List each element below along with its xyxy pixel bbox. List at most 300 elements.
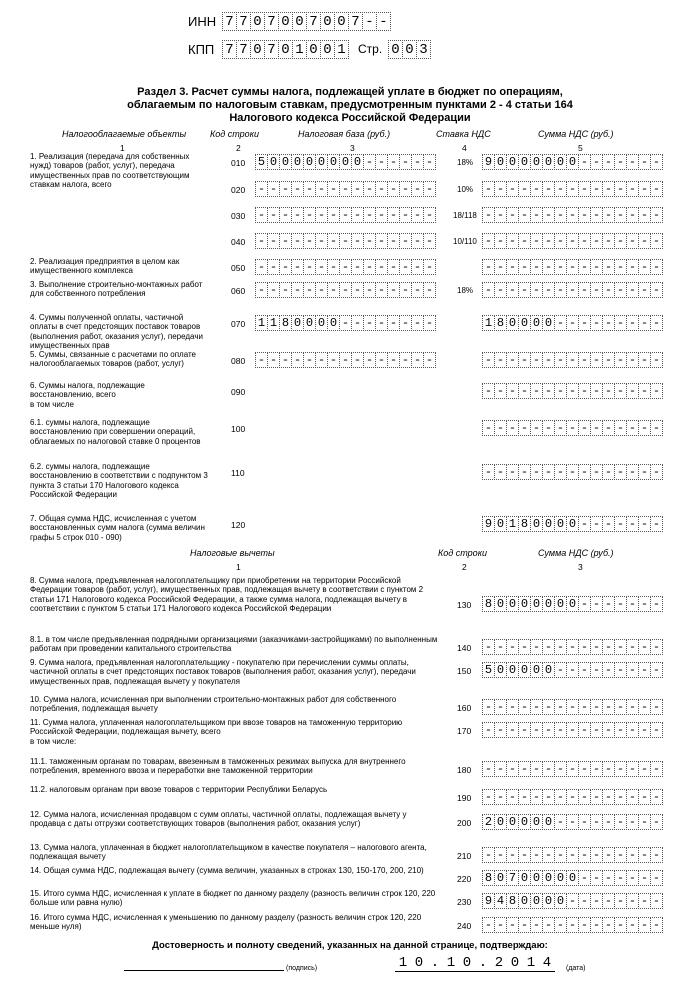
vat-amount-cell[interactable]: 0 [518, 870, 531, 886]
vat-amount-cell[interactable]: - [626, 282, 639, 298]
tax-base-cell[interactable]: - [255, 352, 268, 368]
vat-amount-cell[interactable]: - [626, 420, 639, 436]
tax-base-cell[interactable]: - [291, 259, 304, 275]
tax-base-cell[interactable]: - [339, 282, 352, 298]
vat-amount-cell[interactable]: - [482, 699, 495, 715]
vat-amount-cell[interactable]: - [518, 917, 531, 933]
tax-base-cell[interactable]: - [411, 181, 424, 197]
vat-amount-cell[interactable]: - [578, 282, 591, 298]
vat-amount-cell[interactable]: 0 [506, 154, 519, 170]
vat-amount-cell[interactable]: - [506, 464, 519, 480]
vat-amount-cell[interactable]: - [626, 789, 639, 805]
vat-amount-cell[interactable]: - [482, 639, 495, 655]
vat-amount-cell[interactable]: - [578, 383, 591, 399]
vat-amount-cell[interactable]: 0 [530, 893, 543, 909]
vat-amount-cell[interactable]: - [590, 917, 603, 933]
vat-amount-cell[interactable]: - [542, 722, 555, 738]
vat-amount-cell[interactable]: - [566, 639, 579, 655]
vat-amount-cell[interactable]: - [518, 847, 531, 863]
vat-amount-cell[interactable]: - [566, 282, 579, 298]
vat-amount-cell[interactable]: - [638, 516, 651, 532]
vat-amount-cell[interactable]: - [578, 639, 591, 655]
tax-base-cell[interactable]: - [327, 207, 340, 223]
inn-field[interactable] [222, 12, 391, 31]
vat-amount-cell[interactable]: 0 [518, 596, 531, 612]
vat-amount-cell[interactable]: - [506, 789, 519, 805]
tax-base-cell[interactable]: - [315, 259, 328, 275]
vat-amount-cell[interactable]: - [494, 464, 507, 480]
vat-amount-cell[interactable]: - [578, 722, 591, 738]
vat-amount-cell[interactable]: - [494, 789, 507, 805]
vat-amount-cell[interactable]: - [566, 207, 579, 223]
vat-amount-cell[interactable]: - [554, 207, 567, 223]
vat-amount-cell[interactable]: - [590, 282, 603, 298]
tax-base-cell[interactable]: - [315, 352, 328, 368]
vat-amount-field[interactable] [482, 259, 663, 275]
tax-base-cell[interactable]: - [411, 233, 424, 249]
tax-base-cell[interactable]: - [327, 233, 340, 249]
tax-base-cell[interactable]: - [279, 282, 292, 298]
vat-amount-cell[interactable]: - [506, 761, 519, 777]
vat-amount-field[interactable] [482, 516, 663, 532]
vat-amount-cell[interactable]: - [602, 789, 615, 805]
vat-amount-cell[interactable]: 5 [482, 662, 495, 678]
vat-amount-field[interactable] [482, 233, 663, 249]
vat-amount-cell[interactable]: - [542, 233, 555, 249]
tax-base-cell[interactable]: - [399, 315, 412, 331]
vat-amount-cell[interactable]: - [638, 761, 651, 777]
vat-amount-cell[interactable]: - [578, 761, 591, 777]
vat-amount-field[interactable] [482, 662, 663, 678]
vat-amount-cell[interactable]: - [494, 761, 507, 777]
tax-base-cell[interactable]: - [363, 233, 376, 249]
vat-amount-cell[interactable]: - [626, 352, 639, 368]
tax-base-cell[interactable]: 8 [279, 315, 292, 331]
vat-amount-cell[interactable]: - [566, 699, 579, 715]
vat-amount-cell[interactable]: - [482, 282, 495, 298]
vat-amount-field[interactable] [482, 596, 663, 612]
input-cell[interactable]: 0 [334, 12, 349, 31]
vat-amount-cell[interactable]: 0 [530, 814, 543, 830]
vat-amount-cell[interactable]: - [650, 639, 663, 655]
vat-amount-cell[interactable]: - [578, 420, 591, 436]
tax-base-cell[interactable]: - [363, 181, 376, 197]
vat-amount-cell[interactable]: - [506, 383, 519, 399]
vat-amount-cell[interactable]: - [602, 420, 615, 436]
vat-amount-cell[interactable]: - [614, 639, 627, 655]
vat-amount-cell[interactable]: - [626, 722, 639, 738]
vat-amount-cell[interactable]: - [494, 181, 507, 197]
vat-amount-cell[interactable]: - [506, 259, 519, 275]
vat-amount-cell[interactable]: - [650, 847, 663, 863]
vat-amount-cell[interactable]: - [506, 639, 519, 655]
vat-amount-field[interactable] [482, 722, 663, 738]
tax-base-cell[interactable]: - [291, 207, 304, 223]
tax-base-cell[interactable]: - [267, 233, 280, 249]
vat-amount-field[interactable] [482, 282, 663, 298]
vat-amount-cell[interactable]: 0 [494, 814, 507, 830]
vat-amount-cell[interactable]: - [614, 847, 627, 863]
vat-amount-cell[interactable]: - [506, 352, 519, 368]
vat-amount-cell[interactable]: - [590, 699, 603, 715]
vat-amount-cell[interactable]: - [590, 870, 603, 886]
vat-amount-cell[interactable]: 0 [494, 596, 507, 612]
vat-amount-cell[interactable]: 9 [482, 154, 495, 170]
vat-amount-cell[interactable]: 1 [506, 516, 519, 532]
vat-amount-cell[interactable]: - [554, 789, 567, 805]
input-cell[interactable]: 3 [416, 40, 431, 59]
vat-amount-field[interactable] [482, 464, 663, 480]
vat-amount-cell[interactable]: - [602, 259, 615, 275]
vat-amount-cell[interactable]: - [626, 383, 639, 399]
tax-base-cell[interactable]: - [315, 207, 328, 223]
vat-amount-cell[interactable]: - [518, 789, 531, 805]
tax-base-cell[interactable]: - [267, 181, 280, 197]
vat-amount-cell[interactable]: - [614, 917, 627, 933]
vat-amount-cell[interactable]: - [578, 516, 591, 532]
vat-amount-cell[interactable]: - [602, 464, 615, 480]
tax-base-cell[interactable]: - [351, 282, 364, 298]
vat-amount-cell[interactable]: - [578, 893, 591, 909]
tax-base-cell[interactable]: 0 [327, 315, 340, 331]
vat-amount-cell[interactable]: - [614, 259, 627, 275]
vat-amount-cell[interactable]: - [590, 181, 603, 197]
tax-base-cell[interactable]: - [375, 207, 388, 223]
vat-amount-cell[interactable]: - [578, 917, 591, 933]
vat-amount-cell[interactable]: - [602, 699, 615, 715]
tax-base-cell[interactable]: - [363, 315, 376, 331]
vat-amount-cell[interactable]: - [494, 383, 507, 399]
tax-base-cell[interactable]: - [303, 207, 316, 223]
tax-base-cell[interactable]: - [399, 207, 412, 223]
tax-base-cell[interactable]: - [399, 233, 412, 249]
input-cell[interactable]: - [362, 12, 377, 31]
tax-base-cell[interactable]: 0 [303, 315, 316, 331]
vat-amount-cell[interactable]: - [482, 847, 495, 863]
tax-base-cell[interactable]: - [423, 282, 436, 298]
vat-amount-cell[interactable]: - [554, 315, 567, 331]
vat-amount-cell[interactable]: - [494, 639, 507, 655]
vat-amount-cell[interactable]: - [482, 233, 495, 249]
vat-amount-cell[interactable]: - [626, 639, 639, 655]
vat-amount-cell[interactable]: - [554, 699, 567, 715]
input-cell[interactable]: 7 [236, 40, 251, 59]
tax-base-cell[interactable]: - [255, 282, 268, 298]
vat-amount-cell[interactable]: - [638, 420, 651, 436]
vat-amount-cell[interactable]: - [638, 917, 651, 933]
tax-base-cell[interactable]: - [411, 207, 424, 223]
vat-amount-cell[interactable]: - [530, 699, 543, 715]
signature-line[interactable] [124, 970, 284, 971]
tax-base-cell[interactable]: - [387, 259, 400, 275]
vat-amount-cell[interactable]: - [614, 761, 627, 777]
vat-amount-cell[interactable]: - [542, 761, 555, 777]
vat-amount-cell[interactable]: - [482, 761, 495, 777]
vat-amount-cell[interactable]: - [518, 207, 531, 223]
vat-amount-cell[interactable]: - [482, 259, 495, 275]
tax-base-cell[interactable]: - [411, 259, 424, 275]
vat-amount-cell[interactable]: 4 [494, 893, 507, 909]
vat-amount-cell[interactable]: 0 [494, 662, 507, 678]
vat-amount-cell[interactable]: - [542, 259, 555, 275]
vat-amount-cell[interactable]: - [590, 722, 603, 738]
tax-base-field[interactable] [255, 181, 436, 197]
vat-amount-cell[interactable]: 0 [554, 596, 567, 612]
input-cell[interactable]: - [376, 12, 391, 31]
tax-base-cell[interactable]: - [351, 259, 364, 275]
vat-amount-cell[interactable]: 0 [506, 814, 519, 830]
input-cell[interactable]: 1 [334, 40, 349, 59]
vat-amount-cell[interactable]: 0 [542, 516, 555, 532]
vat-amount-cell[interactable]: - [482, 722, 495, 738]
tax-base-cell[interactable]: - [375, 352, 388, 368]
vat-amount-cell[interactable]: - [554, 282, 567, 298]
tax-base-cell[interactable]: - [291, 233, 304, 249]
vat-amount-cell[interactable]: - [650, 207, 663, 223]
tax-base-cell[interactable]: 0 [267, 154, 280, 170]
vat-amount-cell[interactable]: - [590, 893, 603, 909]
vat-amount-cell[interactable]: - [494, 420, 507, 436]
vat-amount-cell[interactable]: - [554, 420, 567, 436]
tax-base-cell[interactable]: - [399, 259, 412, 275]
vat-amount-cell[interactable]: - [602, 847, 615, 863]
vat-amount-cell[interactable]: - [554, 639, 567, 655]
vat-amount-cell[interactable]: - [530, 181, 543, 197]
vat-amount-cell[interactable]: - [518, 464, 531, 480]
vat-amount-cell[interactable]: - [578, 870, 591, 886]
vat-amount-cell[interactable]: - [590, 383, 603, 399]
vat-amount-cell[interactable]: - [614, 383, 627, 399]
vat-amount-cell[interactable]: - [482, 207, 495, 223]
vat-amount-cell[interactable]: - [530, 639, 543, 655]
vat-amount-cell[interactable]: - [494, 233, 507, 249]
vat-amount-cell[interactable]: 8 [482, 596, 495, 612]
tax-base-cell[interactable]: - [363, 352, 376, 368]
tax-base-cell[interactable]: 0 [291, 315, 304, 331]
input-cell[interactable]: 7 [236, 12, 251, 31]
vat-amount-cell[interactable]: - [578, 789, 591, 805]
vat-amount-cell[interactable]: - [566, 464, 579, 480]
vat-amount-cell[interactable]: - [650, 917, 663, 933]
vat-amount-cell[interactable]: - [590, 154, 603, 170]
tax-base-cell[interactable]: 0 [351, 154, 364, 170]
vat-amount-cell[interactable]: - [506, 699, 519, 715]
tax-base-cell[interactable]: - [303, 233, 316, 249]
vat-amount-cell[interactable]: - [650, 814, 663, 830]
vat-amount-cell[interactable]: - [542, 383, 555, 399]
vat-amount-cell[interactable]: - [518, 259, 531, 275]
vat-amount-field[interactable] [482, 420, 663, 436]
vat-amount-cell[interactable]: - [638, 870, 651, 886]
tax-base-cell[interactable]: 0 [327, 154, 340, 170]
vat-amount-cell[interactable]: - [530, 722, 543, 738]
vat-amount-cell[interactable]: - [614, 181, 627, 197]
vat-amount-cell[interactable]: - [506, 181, 519, 197]
vat-amount-cell[interactable]: - [590, 596, 603, 612]
vat-amount-cell[interactable]: - [518, 699, 531, 715]
tax-base-cell[interactable]: - [375, 259, 388, 275]
vat-amount-cell[interactable]: - [602, 315, 615, 331]
vat-amount-cell[interactable]: - [650, 259, 663, 275]
vat-amount-field[interactable] [482, 761, 663, 777]
vat-amount-cell[interactable]: - [626, 315, 639, 331]
tax-base-cell[interactable]: - [279, 181, 292, 197]
vat-amount-cell[interactable]: - [626, 847, 639, 863]
vat-amount-cell[interactable]: - [614, 315, 627, 331]
vat-amount-cell[interactable]: 0 [530, 662, 543, 678]
vat-amount-cell[interactable]: - [590, 814, 603, 830]
vat-amount-cell[interactable]: - [530, 233, 543, 249]
tax-base-cell[interactable]: - [363, 282, 376, 298]
input-cell[interactable]: 7 [264, 40, 279, 59]
vat-amount-cell[interactable]: - [566, 181, 579, 197]
vat-amount-cell[interactable]: - [614, 814, 627, 830]
vat-amount-cell[interactable]: 8 [482, 870, 495, 886]
vat-amount-cell[interactable]: - [626, 207, 639, 223]
vat-amount-cell[interactable]: - [566, 420, 579, 436]
tax-base-cell[interactable]: 1 [267, 315, 280, 331]
vat-amount-cell[interactable]: 0 [542, 154, 555, 170]
vat-amount-cell[interactable]: - [638, 207, 651, 223]
vat-amount-cell[interactable]: - [518, 722, 531, 738]
vat-amount-cell[interactable]: - [602, 662, 615, 678]
vat-amount-cell[interactable]: - [578, 662, 591, 678]
vat-amount-cell[interactable]: - [650, 789, 663, 805]
date-field[interactable] [395, 955, 555, 972]
vat-amount-cell[interactable]: - [542, 464, 555, 480]
vat-amount-cell[interactable]: - [518, 761, 531, 777]
vat-amount-cell[interactable]: - [602, 154, 615, 170]
tax-base-cell[interactable]: - [339, 233, 352, 249]
vat-amount-cell[interactable]: - [542, 352, 555, 368]
vat-amount-cell[interactable]: - [578, 181, 591, 197]
vat-amount-cell[interactable]: - [626, 181, 639, 197]
vat-amount-cell[interactable]: - [626, 917, 639, 933]
vat-amount-cell[interactable]: - [494, 259, 507, 275]
tax-base-cell[interactable]: - [387, 233, 400, 249]
vat-amount-cell[interactable]: - [542, 639, 555, 655]
vat-amount-field[interactable] [482, 917, 663, 933]
tax-base-cell[interactable]: 0 [315, 315, 328, 331]
vat-amount-cell[interactable]: - [530, 761, 543, 777]
vat-amount-cell[interactable]: - [590, 420, 603, 436]
vat-amount-cell[interactable]: 0 [542, 870, 555, 886]
vat-amount-cell[interactable]: - [650, 383, 663, 399]
tax-base-cell[interactable]: - [411, 282, 424, 298]
vat-amount-cell[interactable]: - [602, 639, 615, 655]
vat-amount-cell[interactable]: - [626, 893, 639, 909]
tax-base-cell[interactable]: - [315, 233, 328, 249]
tax-base-cell[interactable]: - [339, 315, 352, 331]
tax-base-cell[interactable]: - [303, 181, 316, 197]
tax-base-cell[interactable]: - [399, 181, 412, 197]
vat-amount-cell[interactable]: - [590, 259, 603, 275]
vat-amount-field[interactable] [482, 814, 663, 830]
vat-amount-cell[interactable]: - [542, 207, 555, 223]
vat-amount-cell[interactable]: - [614, 789, 627, 805]
vat-amount-field[interactable] [482, 181, 663, 197]
vat-amount-field[interactable] [482, 789, 663, 805]
vat-amount-cell[interactable]: - [590, 315, 603, 331]
input-cell[interactable]: 0 [278, 40, 293, 59]
tax-base-cell[interactable]: 0 [315, 154, 328, 170]
tax-base-cell[interactable]: - [423, 233, 436, 249]
vat-amount-cell[interactable]: 0 [494, 870, 507, 886]
vat-amount-cell[interactable]: 0 [542, 814, 555, 830]
vat-amount-cell[interactable]: 0 [530, 870, 543, 886]
vat-amount-cell[interactable]: 0 [506, 662, 519, 678]
vat-amount-cell[interactable]: - [542, 847, 555, 863]
vat-amount-cell[interactable]: - [542, 420, 555, 436]
tax-base-cell[interactable]: - [375, 282, 388, 298]
vat-amount-field[interactable] [482, 639, 663, 655]
vat-amount-cell[interactable]: - [542, 181, 555, 197]
vat-amount-cell[interactable]: - [602, 383, 615, 399]
vat-amount-cell[interactable]: - [518, 233, 531, 249]
vat-amount-cell[interactable]: - [554, 917, 567, 933]
tax-base-cell[interactable]: - [411, 352, 424, 368]
vat-amount-cell[interactable]: 8 [494, 315, 507, 331]
vat-amount-cell[interactable]: - [566, 893, 579, 909]
tax-base-cell[interactable]: - [363, 207, 376, 223]
input-cell[interactable]: 7 [264, 12, 279, 31]
vat-amount-cell[interactable]: - [602, 516, 615, 532]
vat-amount-cell[interactable]: - [578, 352, 591, 368]
vat-amount-cell[interactable]: - [638, 315, 651, 331]
tax-base-cell[interactable]: - [291, 282, 304, 298]
vat-amount-cell[interactable]: - [566, 789, 579, 805]
vat-amount-cell[interactable]: - [542, 917, 555, 933]
kpp-field[interactable] [222, 40, 349, 59]
tax-base-cell[interactable]: - [351, 181, 364, 197]
vat-amount-cell[interactable]: - [614, 893, 627, 909]
vat-amount-cell[interactable]: - [578, 814, 591, 830]
vat-amount-cell[interactable]: - [530, 259, 543, 275]
tax-base-cell[interactable]: - [255, 233, 268, 249]
tax-base-cell[interactable]: - [351, 207, 364, 223]
vat-amount-cell[interactable]: - [482, 181, 495, 197]
tax-base-cell[interactable]: - [279, 352, 292, 368]
vat-amount-cell[interactable]: - [578, 847, 591, 863]
vat-amount-cell[interactable]: 0 [518, 315, 531, 331]
vat-amount-cell[interactable]: - [614, 352, 627, 368]
vat-amount-cell[interactable]: - [482, 917, 495, 933]
vat-amount-cell[interactable]: - [650, 870, 663, 886]
vat-amount-cell[interactable]: - [638, 154, 651, 170]
vat-amount-cell[interactable]: 0 [530, 315, 543, 331]
vat-amount-cell[interactable]: - [614, 662, 627, 678]
vat-amount-cell[interactable]: - [614, 722, 627, 738]
tax-base-cell[interactable]: - [423, 315, 436, 331]
vat-amount-cell[interactable]: - [638, 464, 651, 480]
vat-amount-cell[interactable]: 0 [542, 893, 555, 909]
vat-amount-cell[interactable]: - [638, 722, 651, 738]
vat-amount-cell[interactable]: - [506, 917, 519, 933]
vat-amount-cell[interactable]: - [590, 761, 603, 777]
tax-base-cell[interactable]: - [339, 181, 352, 197]
vat-amount-cell[interactable]: - [614, 464, 627, 480]
vat-amount-cell[interactable]: - [590, 847, 603, 863]
vat-amount-cell[interactable]: - [650, 282, 663, 298]
vat-amount-cell[interactable]: - [650, 233, 663, 249]
tax-base-field[interactable] [255, 315, 436, 331]
vat-amount-cell[interactable]: - [494, 917, 507, 933]
vat-amount-cell[interactable]: - [554, 181, 567, 197]
tax-base-cell[interactable]: 5 [255, 154, 268, 170]
vat-amount-cell[interactable]: - [638, 233, 651, 249]
vat-amount-cell[interactable]: - [566, 259, 579, 275]
vat-amount-cell[interactable]: - [554, 814, 567, 830]
